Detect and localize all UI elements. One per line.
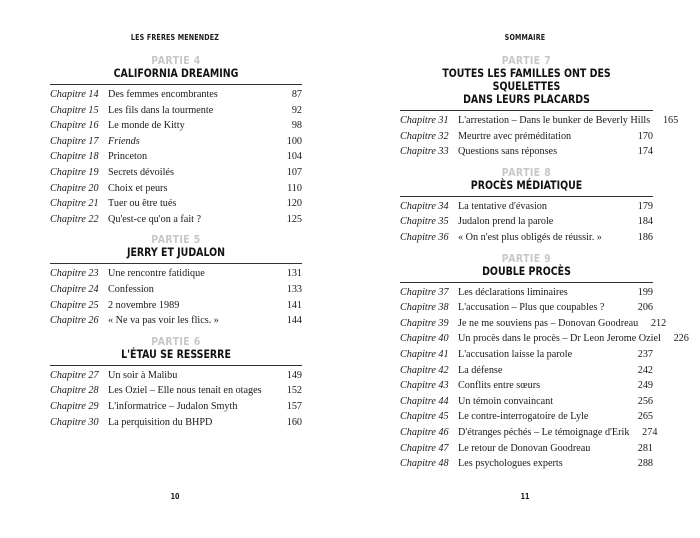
chapter-title: Les déclarations liminaires bbox=[458, 286, 568, 298]
right-page bbox=[350, 0, 700, 538]
running-head-left: LES FRÈRES MENENDEZ bbox=[130, 33, 220, 42]
chapter-number: Chapitre 38 bbox=[400, 302, 449, 314]
chapter-title: Princeton bbox=[108, 151, 148, 163]
toc-entry bbox=[50, 87, 302, 103]
toc-entry bbox=[400, 456, 653, 472]
chapter-title: La perquisition du BHPD bbox=[108, 416, 213, 428]
part-title: PROCÈS MÉDIATIQUE bbox=[470, 177, 583, 192]
toc-entry bbox=[50, 149, 302, 165]
part-label: PARTIE 4 bbox=[151, 54, 201, 67]
chapter-number: Chapitre 37 bbox=[400, 286, 449, 298]
toc-entry bbox=[50, 103, 302, 119]
chapter-number: Chapitre 31 bbox=[400, 115, 449, 126]
chapter-page: 281 bbox=[637, 442, 653, 454]
toc-column-left bbox=[50, 54, 302, 436]
chapter-title: Tuer ou être tués bbox=[108, 198, 177, 210]
chapter-number: Chapitre 23 bbox=[50, 268, 99, 280]
chapter-title: L'accusation laisse la parole bbox=[458, 348, 573, 360]
chapter-page: 206 bbox=[637, 302, 653, 314]
part-divider bbox=[400, 110, 653, 111]
part-divider bbox=[400, 282, 653, 283]
chapter-title: L'informatrice – Judalon Smyth bbox=[108, 400, 238, 412]
chapter-title: Un soir à Malibu bbox=[108, 369, 178, 381]
chapter-page: 131 bbox=[286, 268, 302, 280]
toc-entry bbox=[50, 165, 302, 181]
chapter-title: Qu'est-ce qu'on a fait ? bbox=[108, 213, 202, 225]
toc-entry bbox=[400, 394, 653, 410]
chapter-title: La tentative d'évasion bbox=[458, 200, 547, 212]
part-label: PARTIE 5 bbox=[151, 233, 201, 247]
chapter-number: Chapitre 36 bbox=[400, 231, 449, 243]
chapter-page: 149 bbox=[286, 369, 302, 381]
chapter-page: 141 bbox=[286, 299, 302, 311]
chapter-page: 199 bbox=[637, 286, 653, 298]
chapter-number: Chapitre 14 bbox=[50, 89, 99, 100]
toc-entry bbox=[400, 113, 679, 129]
chapter-number: Chapitre 46 bbox=[400, 426, 449, 438]
chapter-number: Chapitre 43 bbox=[400, 380, 449, 392]
toc-part bbox=[50, 54, 302, 227]
part-divider bbox=[50, 84, 302, 85]
chapter-page: 120 bbox=[286, 198, 302, 210]
chapter-page: 274 bbox=[642, 426, 658, 438]
chapter-number: Chapitre 45 bbox=[400, 411, 449, 423]
toc-entry bbox=[50, 368, 302, 384]
chapter-page: 179 bbox=[637, 200, 653, 212]
part-title: CALIFORNIA DREAMING bbox=[113, 66, 239, 80]
part-divider bbox=[50, 365, 302, 366]
chapter-title: Le retour de Donovan Goodreau bbox=[458, 442, 591, 454]
chapter-number: Chapitre 44 bbox=[400, 395, 449, 407]
chapter-title: D'étranges péchés – Le témoignage d'Erik bbox=[458, 426, 630, 438]
chapter-page: 186 bbox=[637, 231, 653, 243]
chapter-number: Chapitre 42 bbox=[400, 364, 449, 376]
chapter-page: 92 bbox=[291, 104, 302, 116]
toc-entry bbox=[50, 415, 302, 431]
chapter-page: 160 bbox=[286, 416, 302, 428]
toc-entry bbox=[400, 129, 653, 145]
part-label: PARTIE 7 bbox=[501, 54, 552, 67]
chapter-page: 87 bbox=[291, 89, 302, 100]
chapter-number: Chapitre 40 bbox=[400, 333, 449, 345]
chapter-number: Chapitre 17 bbox=[50, 135, 99, 147]
chapter-number: Chapitre 30 bbox=[50, 416, 99, 428]
chapter-number: Chapitre 19 bbox=[50, 166, 99, 178]
chapter-number: Chapitre 21 bbox=[50, 198, 99, 210]
toc-column-right bbox=[400, 54, 689, 478]
toc-entry bbox=[400, 300, 653, 316]
chapter-page: 104 bbox=[286, 151, 302, 163]
chapter-title: Les Oziel – Elle nous tenait en otages bbox=[108, 385, 262, 397]
chapter-number: Chapitre 26 bbox=[50, 315, 99, 327]
toc-entry bbox=[400, 441, 653, 457]
toc-entry bbox=[400, 409, 653, 425]
chapter-title: Je ne me souviens pas – Donovan Goodreau bbox=[458, 317, 639, 329]
chapter-page: 144 bbox=[286, 315, 302, 327]
toc-entry bbox=[50, 282, 302, 298]
toc-entry bbox=[50, 266, 302, 282]
chapter-number: Chapitre 24 bbox=[50, 283, 99, 295]
part-divider bbox=[50, 263, 302, 264]
chapter-title: Les fils dans la tourmente bbox=[108, 104, 214, 116]
chapter-title: 2 novembre 1989 bbox=[108, 299, 180, 311]
chapter-page: 110 bbox=[287, 182, 302, 194]
chapter-title: Confession bbox=[108, 283, 154, 295]
chapter-page: 125 bbox=[286, 213, 302, 225]
toc-entry bbox=[400, 285, 653, 301]
running-head-right: SOMMAIRE bbox=[504, 33, 546, 42]
chapter-title: Friends bbox=[108, 135, 140, 147]
toc-entry bbox=[50, 196, 302, 212]
chapter-number: Chapitre 32 bbox=[400, 130, 449, 142]
chapter-page: 107 bbox=[286, 166, 302, 178]
chapter-number: Chapitre 29 bbox=[50, 400, 99, 412]
chapter-page: 237 bbox=[637, 348, 653, 360]
chapter-page: 256 bbox=[637, 395, 653, 407]
chapter-title: La défense bbox=[458, 364, 503, 376]
chapter-page: 242 bbox=[637, 364, 653, 376]
chapter-page: 174 bbox=[637, 146, 653, 158]
toc-entry bbox=[50, 118, 302, 134]
chapter-title: « Ne va pas voir les flics. » bbox=[108, 315, 219, 327]
chapter-number: Chapitre 20 bbox=[50, 182, 99, 194]
part-label: PARTIE 9 bbox=[501, 251, 552, 265]
chapter-number: Chapitre 16 bbox=[50, 120, 99, 132]
chapter-page: 170 bbox=[637, 130, 653, 142]
toc-part bbox=[50, 335, 302, 430]
toc-entry bbox=[400, 425, 658, 441]
toc-entry bbox=[50, 383, 302, 399]
chapter-page: 165 bbox=[662, 115, 679, 126]
toc-entry bbox=[400, 214, 653, 230]
chapter-title: Des femmes encombrantes bbox=[108, 89, 218, 100]
chapter-page: 157 bbox=[286, 400, 302, 412]
toc-entry bbox=[50, 313, 302, 329]
page-number-left: 10 bbox=[170, 492, 180, 501]
chapter-title: Le monde de Kitty bbox=[108, 120, 185, 132]
chapter-title: Un procès dans le procès – Dr Leon Jerome Oziel bbox=[458, 333, 661, 345]
chapter-title: Une rencontre fatidique bbox=[108, 268, 205, 280]
toc-entry bbox=[50, 298, 302, 314]
chapter-title: Judalon prend la parole bbox=[458, 216, 554, 228]
toc-part bbox=[400, 251, 689, 472]
part-title: DOUBLE PROCÈS bbox=[482, 263, 571, 278]
toc-entry bbox=[400, 144, 653, 160]
chapter-title: « On n'est plus obligés de réussir. » bbox=[458, 231, 602, 243]
part-title: JERRY ET JUDALON bbox=[126, 245, 226, 260]
toc-entry bbox=[50, 134, 302, 150]
chapter-title: L'arrestation – Dans le bunker de Beverly Hills bbox=[458, 115, 651, 126]
toc-entry bbox=[400, 378, 653, 394]
part-label: PARTIE 8 bbox=[501, 165, 552, 179]
chapter-number: Chapitre 25 bbox=[50, 299, 99, 311]
part-title: TOUTES LES FAMILLES ONT DES SQUELETTES DANS LEURS PLACARDS bbox=[442, 66, 611, 106]
chapter-title: Secrets dévoilés bbox=[108, 166, 174, 178]
chapter-number: Chapitre 41 bbox=[400, 348, 449, 360]
toc-entry bbox=[400, 331, 689, 347]
chapter-page: 265 bbox=[637, 411, 653, 423]
part-label: PARTIE 6 bbox=[151, 334, 201, 348]
page-number-right: 11 bbox=[520, 492, 530, 501]
chapter-title: Conflits entre sœurs bbox=[458, 380, 541, 392]
toc-part bbox=[400, 166, 653, 246]
chapter-title: Un témoin convaincant bbox=[458, 395, 554, 407]
chapter-title: Questions sans réponses bbox=[458, 146, 558, 158]
chapter-number: Chapitre 28 bbox=[50, 385, 99, 397]
toc-entry bbox=[50, 212, 302, 228]
chapter-page: 226 bbox=[673, 333, 689, 345]
chapter-number: Chapitre 35 bbox=[400, 216, 449, 228]
chapter-number: Chapitre 34 bbox=[400, 200, 449, 212]
chapter-number: Chapitre 18 bbox=[50, 151, 99, 163]
toc-entry bbox=[50, 181, 302, 197]
chapter-title: L'accusation – Plus que coupables ? bbox=[458, 302, 605, 314]
toc-entry bbox=[400, 199, 653, 215]
chapter-number: Chapitre 48 bbox=[400, 458, 449, 470]
chapter-title: Le contre-interrogatoire de Lyle bbox=[458, 411, 589, 423]
chapter-title: Choix et peurs bbox=[108, 182, 168, 194]
chapter-page: 152 bbox=[286, 385, 302, 397]
chapter-number: Chapitre 22 bbox=[50, 213, 99, 225]
chapter-title: Meurtre avec préméditation bbox=[458, 130, 572, 142]
chapter-page: 133 bbox=[286, 283, 302, 295]
chapter-number: Chapitre 39 bbox=[400, 317, 449, 329]
part-divider bbox=[400, 196, 653, 197]
toc-entry bbox=[50, 399, 302, 415]
chapter-title: Les psychologues experts bbox=[458, 458, 563, 470]
chapter-page: 100 bbox=[286, 135, 302, 147]
toc-entry bbox=[400, 316, 667, 332]
chapter-number: Chapitre 33 bbox=[400, 146, 449, 158]
chapter-number: Chapitre 47 bbox=[400, 442, 449, 454]
toc-part bbox=[50, 233, 302, 328]
chapter-page: 212 bbox=[650, 317, 667, 329]
chapter-number: Chapitre 27 bbox=[50, 369, 99, 381]
part-title: L'ÉTAU SE RESSERRE bbox=[121, 346, 231, 361]
chapter-page: 184 bbox=[637, 216, 653, 228]
chapter-page: 249 bbox=[637, 380, 653, 392]
toc-entry bbox=[400, 347, 653, 363]
chapter-page: 98 bbox=[291, 120, 302, 132]
toc-entry bbox=[400, 230, 653, 246]
toc-entry bbox=[400, 363, 653, 379]
chapter-number: Chapitre 15 bbox=[50, 104, 99, 116]
chapter-page: 288 bbox=[637, 458, 653, 470]
toc-part bbox=[400, 54, 679, 160]
